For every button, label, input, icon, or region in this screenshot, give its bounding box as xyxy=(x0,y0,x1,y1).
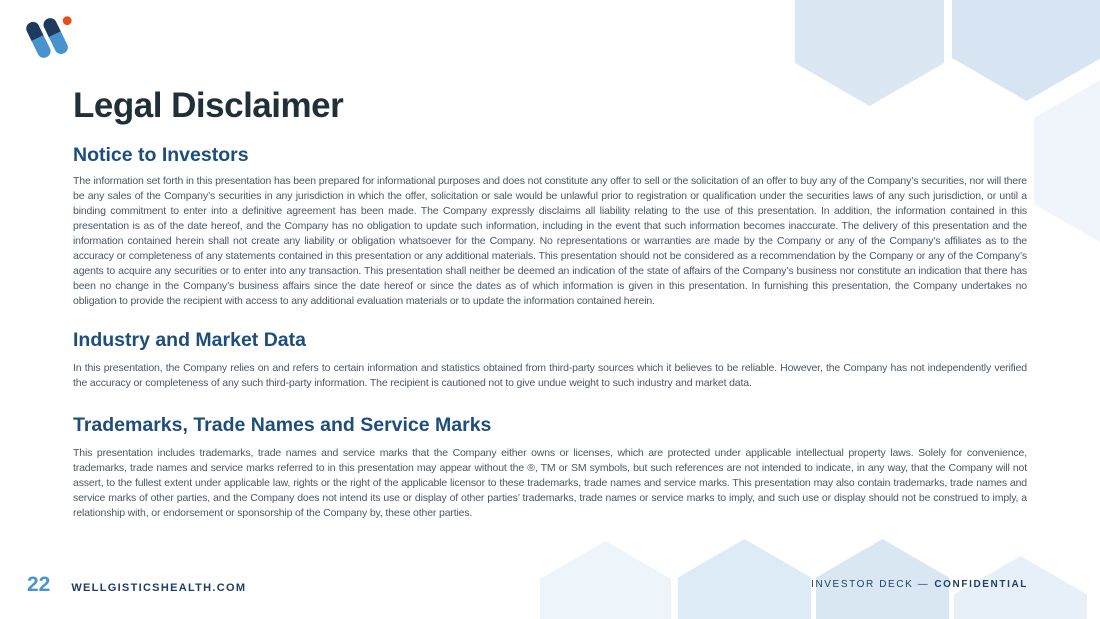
wellgistics-w-logo-icon xyxy=(23,13,73,66)
footer-deck-label: INVESTOR DECK — xyxy=(811,579,930,590)
footer-website: WELLGISTICSHEALTH.COM xyxy=(71,582,247,594)
page-number: 22 xyxy=(27,573,51,596)
section-body-trademarks: This presentation includes trademarks, trade names and service marks that the Company either owns or licenses, which are protected under applicable intellectual property laws. Solely for convenience, trademarks, trade names and service marks referred to in this presentation may appear without the ®, TM or SM symbols, but such references are not intended to indicate, in any way, that the Company will not assert, to the fullest extent under applicable law, rights or the right of the applicable licensor to these trademarks, trade names and service marks. This presentation may also contain trademarks, trade names and service marks of other parties, and the Company does not intend its use or display of other parties’ trademarks, trade names or service marks to imply, and such use or display should not be construed to imply, a relationship with, or endorsement or sponsorship of the Company by, these other parties. xyxy=(73,446,1027,519)
page-title: Legal Disclaimer xyxy=(73,86,344,126)
slide-content xyxy=(73,0,1027,619)
section-heading-notice-to-investors: Notice to Investors xyxy=(73,144,249,167)
hexagon-decoration-right xyxy=(1034,75,1100,247)
footer-confidential-label: CONFIDENTIAL xyxy=(934,579,1028,590)
section-heading-industry-and-market-data: Industry and Market Data xyxy=(73,329,306,352)
section-body-industry-and-market-data: In this presentation, the Company relies on and refers to certain information and statistics obtained from third-party sources which it believes to be reliable. However, the Company has not independently verified the accuracy or completeness of any such third-party information. The recipient is cautioned not to give undue weight to such industry and market data. xyxy=(73,361,1027,389)
section-body-notice-to-investors: The information set forth in this presentation has been prepared for informational purposes and does not constitute any offer to sell or the solicitation of an offer to buy any of the Company’s securities, nor will there be any sales of the Company’s securities in any jurisdiction in which the offer, solicitation or sale would be unlawful prior to registration or qualification under the securities laws of any such jurisdiction, or until a binding commitment to enter into a definitive agreement has been made. The Company expressly disclaims all liability relating to the use of this presentation. In addition, the information contained in this presentation is as of the date hereof, and the Company has no obligation to update such information, including in the event that such information becomes inaccurate. The delivery of this presentation and the information contained herein shall not create any liability or obligation whatsoever for the Company. No representations or warranties are made by the Company or any of the Company’s affiliates as to the accuracy or completeness of any statements contained in this presentation or any additional materials. This presentation should not be considered as a recommendation by the Company or any of the Company’s agents to acquire any securities or to enter into any transaction. This presentation shall neither be deemed an indication of the state of affairs of the Company’s business nor constitute an indication that there has been no change in the Company’s business affairs since the date hereof or since the dates as of which information is given in this presentation. In furnishing this presentation, the Company undertakes no obligation to provide the recipient with access to any additional evaluation materials or to update the information contained herein. xyxy=(73,174,1027,308)
footer-right xyxy=(811,579,1028,590)
section-heading-trademarks: Trademarks, Trade Names and Service Marks xyxy=(73,414,492,437)
footer-left xyxy=(27,573,246,597)
